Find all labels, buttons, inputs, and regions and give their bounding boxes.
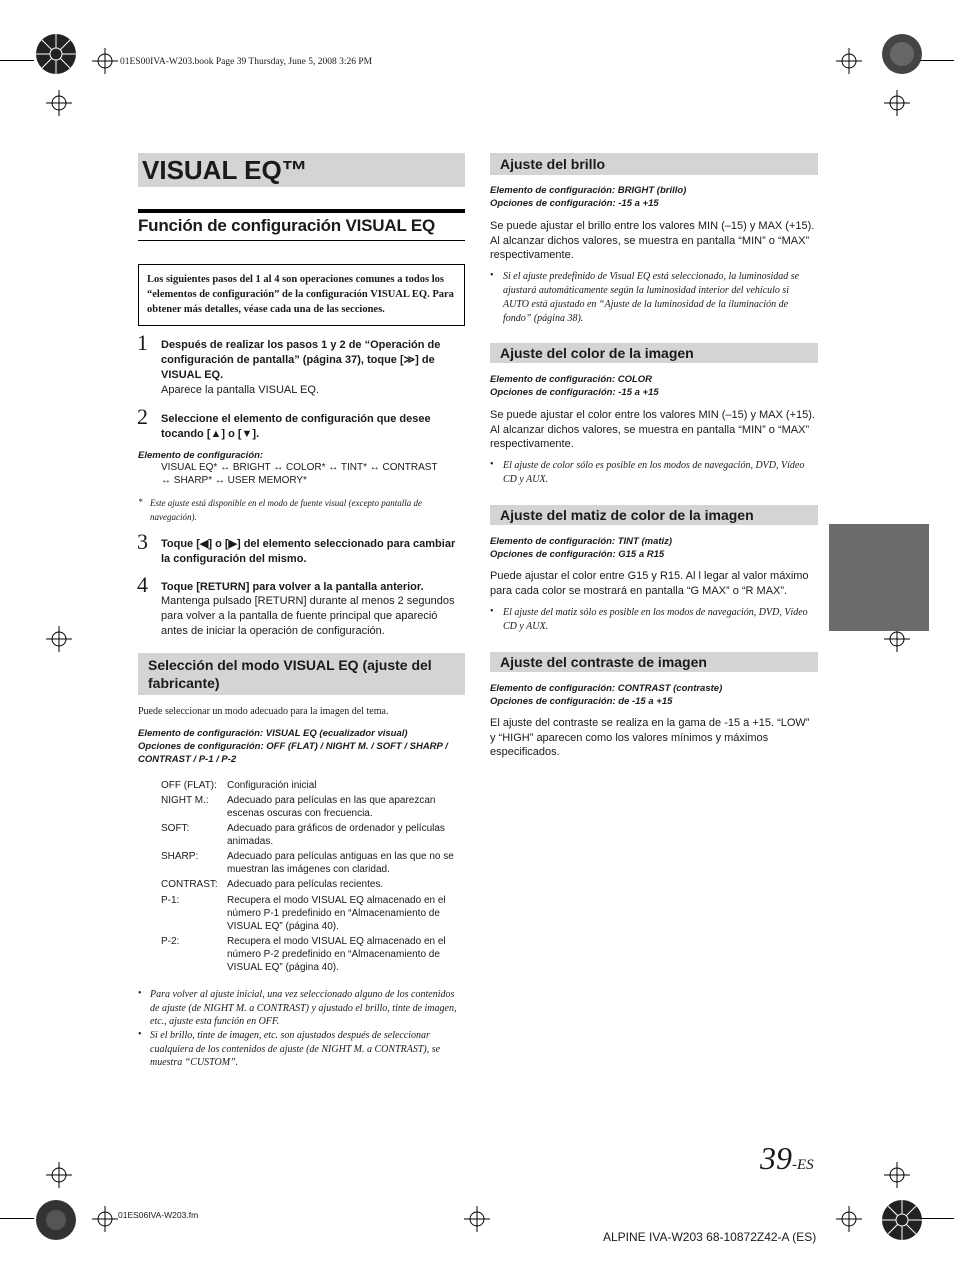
step-number: 1 bbox=[137, 330, 148, 355]
config-item: Elemento de configuración: VISUAL EQ (ecualizador visual) bbox=[138, 728, 408, 739]
config-options: Opciones de configuración: OFF (FLAT) / NIGHT M. / SOFT / SHARP / CONTRAST / P-1 / P-2 bbox=[138, 741, 448, 765]
crop-line bbox=[920, 1218, 954, 1219]
config-options: Opciones de configuración: de -15 a +15 bbox=[490, 696, 673, 707]
page-title: VISUAL EQ™ bbox=[142, 155, 308, 185]
mode-term: OFF (FLAT): bbox=[161, 780, 217, 791]
step-number: 3 bbox=[137, 529, 148, 554]
section-title: Función de configuración VISUAL EQ bbox=[138, 216, 436, 235]
section-heading-bar bbox=[490, 153, 818, 175]
mode-term: CONTRAST: bbox=[161, 879, 218, 890]
section-body: Puede ajustar el color entre G15 y R15. Al l legar al valor máximo para cada color se mostrará en pantalla “G MAX” o “R MAX”. bbox=[490, 570, 809, 597]
footer-file: 01ES06IVA-W203.fm bbox=[118, 1210, 199, 1220]
mode-desc: Configuración inicial bbox=[227, 780, 317, 791]
mode-term: P-2: bbox=[161, 936, 180, 947]
mode-term: SHARP: bbox=[161, 851, 199, 862]
note-box: Los siguientes pasos del 1 al 4 son operaciones comunes a todos los “elementos de configuración” de la configuración VISUAL EQ. Para obtener más detalles, véase cada una de las secciones. bbox=[138, 264, 465, 326]
step-text: Toque [RETURN] para volver a la pantalla anterior. bbox=[161, 581, 424, 593]
section-body: Se puede ajustar el brillo entre los valores MIN (–15) y MAX (+15). Al alcanzar dichos valores, se muestra en pantalla “MIN” o “MAX” respectivamente. bbox=[490, 220, 815, 261]
elements-label: Elemento de configuración: bbox=[138, 450, 264, 461]
bullet-note: Si el ajuste predefinido de Visual EQ está seleccionado, la luminosidad se ajustará automáticamente según la luminosidad interior del vehículo si AUTO está ajustado en “Ajuste de la luminosidad de la iluminación de fondo” (página 38). bbox=[503, 271, 800, 324]
config-item: Elemento de configuración: CONTRAST (contraste) bbox=[490, 683, 723, 694]
divider bbox=[138, 209, 465, 213]
section-intro: Puede seleccionar un modo adecuado para la imagen del tema. bbox=[138, 706, 389, 717]
page-title-bar bbox=[138, 153, 465, 187]
section-heading-bar bbox=[490, 343, 818, 363]
section-heading: Ajuste del contraste de imagen bbox=[500, 654, 707, 670]
asterisk-note: Este ajuste está disponible en el modo de fuente visual (excepto pantalla de navegación). bbox=[150, 498, 422, 522]
step-sub: Aparece la pantalla VISUAL EQ. bbox=[161, 384, 319, 396]
config-item: Elemento de configuración: COLOR bbox=[490, 374, 653, 385]
section-heading-bar bbox=[138, 653, 465, 695]
divider bbox=[138, 240, 465, 241]
config-options: Opciones de configuración: -15 a +15 bbox=[490, 198, 659, 209]
config-item: Elemento de configuración: BRIGHT (brillo) bbox=[490, 185, 687, 196]
crosshair-icon bbox=[46, 626, 72, 652]
book-header: 01ES00IVA-W203.book Page 39 Thursday, June 5, 2008 3:26 PM bbox=[120, 57, 373, 67]
crosshair-icon bbox=[92, 48, 118, 74]
section-body: Se puede ajustar el color entre los valores MIN (–15) y MAX (+15). Al alcanzar dichos valores, se muestra en pantalla “MIN” o “MAX” respectivamente. bbox=[490, 409, 815, 450]
mode-term: SOFT: bbox=[161, 823, 190, 834]
step-number: 4 bbox=[137, 572, 148, 597]
crop-line bbox=[920, 60, 954, 61]
mode-term: P-1: bbox=[161, 895, 180, 906]
crosshair-icon bbox=[884, 1162, 910, 1188]
bullet-note: Para volver al ajuste inicial, una vez seleccionado alguno de los contenidos de ajuste (de NIGHT M. a CONTRAST) y ajustado el brillo, tinte de imagen, etc., ajuste esta función en OFF. bbox=[150, 989, 457, 1027]
mode-term: NIGHT M.: bbox=[161, 795, 209, 806]
crosshair-icon bbox=[46, 90, 72, 116]
mode-desc: Adecuado para películas antiguas en las que no se muestran las imágenes con claridad. bbox=[227, 851, 454, 875]
registration-mark-icon bbox=[34, 1198, 78, 1242]
section-heading-bar bbox=[490, 652, 818, 672]
chapter-tab bbox=[829, 524, 929, 631]
elements-line: VISUAL EQ* ↔ BRIGHT ↔ COLOR* ↔ TINT* ↔ CONTRAST bbox=[161, 462, 438, 473]
step-text: Toque [◀] o [▶] del elemento seleccionado para cambiar la configuración del mismo. bbox=[161, 538, 456, 565]
mode-desc: Adecuado para gráficos de ordenador y películas animadas. bbox=[227, 823, 445, 847]
mode-desc: Recupera el modo VISUAL EQ almacenado en el número P-1 predefinido en “Almacenamiento de VISUAL EQ” (página 40). bbox=[227, 895, 446, 932]
config-item: Elemento de configuración: TINT (matiz) bbox=[490, 536, 673, 547]
step-sub: Mantenga pulsado [RETURN] durante al menos 2 segundos para volver a la pantalla de fuente principal que apareció antes de iniciar la operación de configuración. bbox=[161, 595, 455, 637]
step-text: Después de realizar los pasos 1 y 2 de “Operación de configuración de pantalla” (página 37), toque [≫] de VISUAL EQ. bbox=[161, 339, 441, 381]
section-heading: Selección del modo VISUAL EQ (ajuste del fabricante) bbox=[148, 657, 432, 691]
mode-desc: Adecuado para películas en las que aparezcan escenas oscuras con frecuencia. bbox=[227, 795, 436, 819]
crosshair-icon bbox=[46, 1162, 72, 1188]
crosshair-icon bbox=[836, 1206, 862, 1232]
crosshair-icon bbox=[464, 1206, 490, 1232]
section-heading: Ajuste del brillo bbox=[500, 156, 606, 172]
config-options: Opciones de configuración: G15 a R15 bbox=[490, 549, 665, 560]
footer-model: ALPINE IVA-W203 68-10872Z42-A (ES) bbox=[603, 1230, 817, 1244]
registration-mark-icon bbox=[880, 1198, 924, 1242]
crosshair-icon bbox=[836, 48, 862, 74]
mode-desc: Adecuado para películas recientes. bbox=[227, 879, 384, 890]
crosshair-icon bbox=[92, 1206, 118, 1232]
section-heading: Ajuste del matiz de color de la imagen bbox=[500, 507, 754, 523]
crosshair-icon bbox=[884, 90, 910, 116]
config-options: Opciones de configuración: -15 a +15 bbox=[490, 387, 659, 398]
crop-line bbox=[0, 1218, 34, 1219]
bullet-note: El ajuste del matiz sólo es posible en los modos de navegación, DVD, Vídeo CD y AUX. bbox=[503, 607, 808, 632]
bullet-note: Si el brillo, tinte de imagen, etc. son ajustados después de seleccionar cualquiera de los contenidos de ajuste (de NIGHT M. a CONTRAST), se muestra “CUSTOM”. bbox=[150, 1030, 441, 1068]
elements-line: ↔ SHARP* ↔ USER MEMORY* bbox=[161, 475, 307, 486]
section-body: El ajuste del contraste se realiza en la gama de -15 a +15. “LOW” y “HIGH” aparecen como los valores mínimos y máximos especificados. bbox=[490, 717, 810, 758]
bullet-note: El ajuste de color sólo es posible en los modos de navegación, DVD, Vídeo CD y AUX. bbox=[503, 460, 805, 485]
mode-desc: Recupera el modo VISUAL EQ almacenado en el número P-2 predefinido en “Almacenamiento de VISUAL EQ” (página 40). bbox=[227, 936, 446, 973]
section-heading-bar bbox=[490, 505, 818, 525]
step-text: Seleccione el elemento de configuración que desee tocando [▲] o [▼]. bbox=[161, 413, 431, 440]
page-number: 39-ES bbox=[760, 1140, 814, 1176]
registration-mark-icon bbox=[880, 32, 924, 76]
step-number: 2 bbox=[137, 404, 148, 429]
registration-mark-icon bbox=[34, 32, 78, 76]
crop-line bbox=[0, 60, 34, 61]
section-heading: Ajuste del color de la imagen bbox=[500, 345, 694, 361]
